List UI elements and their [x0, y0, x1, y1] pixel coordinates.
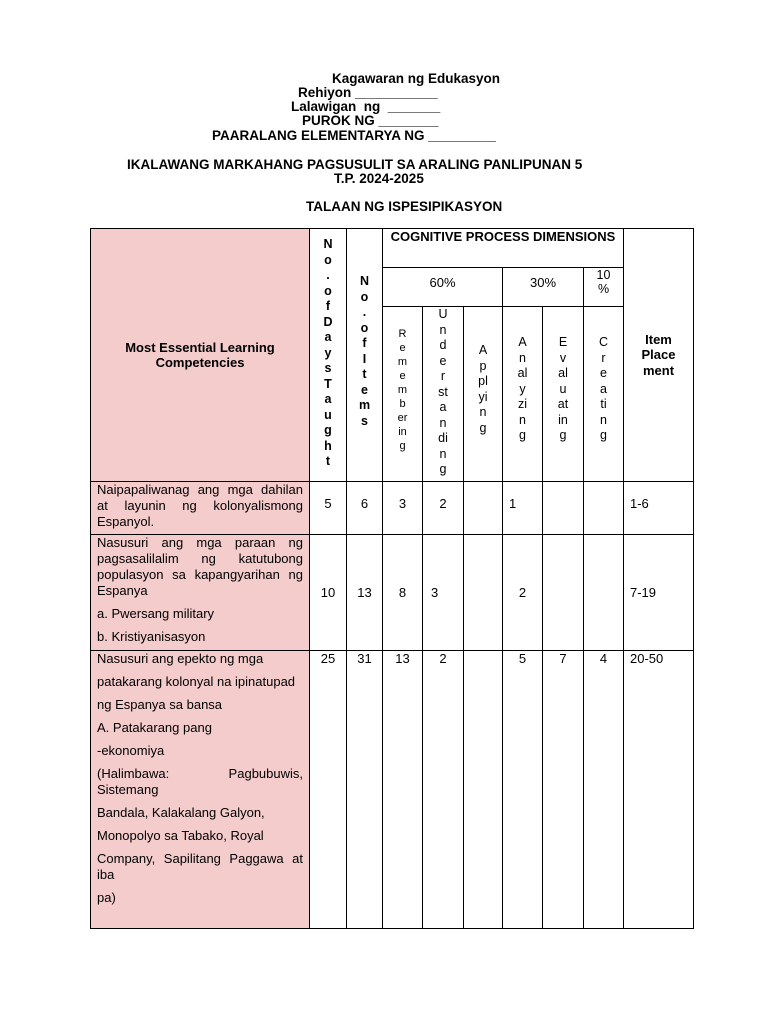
- header-creating: C r e a ti n g: [584, 307, 624, 482]
- table-row: [91, 651, 694, 929]
- remembering-cell: 8: [383, 535, 423, 651]
- evaluating-cell: 7: [543, 651, 584, 929]
- header-days-taught: N o . o f D a y s T a u g h t: [310, 229, 347, 482]
- header-10-percent: 10 %: [584, 268, 624, 307]
- placement-cell: 20-50: [624, 651, 694, 929]
- competency-cell: [91, 651, 310, 929]
- evaluating-cell: [543, 482, 584, 535]
- header-competencies-label: Most Essential Learning Competencies: [125, 340, 275, 370]
- items-cell: 6: [347, 482, 383, 535]
- header-agency: Kagawaran ng Edukasyon: [332, 71, 501, 86]
- applying-cell: [464, 482, 503, 535]
- header-region: Rehiyon ___________: [298, 85, 438, 100]
- creating-cell: 4: [584, 651, 624, 929]
- competency-line: Monopolyo sa Tabako, Royal: [97, 828, 264, 843]
- competency-line: ng Espanya sa bansa: [97, 697, 223, 712]
- remembering-cell: 3: [383, 482, 423, 535]
- items-cell: 13: [347, 535, 383, 651]
- competency-cell: [91, 482, 310, 535]
- header-no-of-items: N o . o f I t e m s: [347, 229, 383, 482]
- days-cell: 25: [310, 651, 347, 929]
- creating-cell: [584, 535, 624, 651]
- competency-line: (Halimbawa: Pagbubuwis, Sistemang: [97, 766, 303, 797]
- analyzing-cell: 2: [503, 535, 543, 651]
- competency-line: A. Patakarang pang: [97, 720, 212, 735]
- table-row: [91, 482, 694, 535]
- competency-line: Nasusuri ang epekto ng mga: [97, 651, 264, 666]
- competency-sub-a: a. Pwersang military: [97, 606, 215, 621]
- competency-text: Naipapaliwanag ang mga dahilan at layunin ng kolonyalismong Espanyol.: [97, 482, 303, 529]
- competency-sub-b: b. Kristiyanisasyon: [97, 629, 206, 644]
- competency-text: Nasusuri ang mga paraan ng pagsasalilalim ng katutubong populasyon sa kapangyarihan ng Espanya: [97, 535, 303, 598]
- competency-line: Company, Sapilitang Paggawa at iba: [97, 851, 303, 882]
- header-evaluating: E v al u at in g: [543, 307, 584, 482]
- items-cell: 31: [347, 651, 383, 929]
- understanding-cell: 2: [423, 651, 464, 929]
- header-remembering: R e m e m b er in g: [383, 307, 423, 482]
- header-applying: A p pl yi n g: [464, 307, 503, 482]
- remembering-cell: 13: [383, 651, 423, 929]
- evaluating-cell: [543, 535, 584, 651]
- exam-title: IKALAWANG MARKAHANG PAGSUSULIT SA ARALING PANLIPUNAN 5: [127, 157, 583, 172]
- header-analyzing: A n al y zi n g: [503, 307, 543, 482]
- header-province: Lalawigan ng _______: [291, 99, 441, 114]
- competency-line: -ekonomiya: [97, 743, 165, 758]
- header-30-percent: 30%: [503, 268, 584, 307]
- header-cognitive: COGNITIVE PROCESS DIMENSIONS: [383, 229, 624, 268]
- header-competencies: [91, 229, 310, 482]
- creating-cell: [584, 482, 624, 535]
- header-school: PAARALANG ELEMENTARYA NG _________: [212, 128, 496, 143]
- placement-cell: 7-19: [624, 535, 694, 651]
- header-60-percent: 60%: [383, 268, 503, 307]
- understanding-cell: 3: [423, 535, 464, 651]
- competency-line: Bandala, Kalakalang Galyon,: [97, 805, 265, 820]
- competency-line: pa): [97, 890, 116, 905]
- understanding-cell: 2: [423, 482, 464, 535]
- tos-title: TALAAN NG ISPESIPIKASYON: [306, 199, 503, 214]
- days-cell: 5: [310, 482, 347, 535]
- competency-cell: [91, 535, 310, 651]
- applying-cell: [464, 535, 503, 651]
- analyzing-cell: 1: [503, 482, 543, 535]
- table-row: [91, 535, 694, 651]
- competency-line: patakarang kolonyal na ipinatupad: [97, 674, 296, 689]
- placement-cell: 1-6: [624, 482, 694, 535]
- header-understanding: U n d e r st a n di n g: [423, 307, 464, 482]
- applying-cell: [464, 651, 503, 929]
- analyzing-cell: 5: [503, 651, 543, 929]
- tos-table: [90, 228, 694, 929]
- header-district: PUROK NG ________: [302, 113, 439, 128]
- school-year: T.P. 2024-2025: [334, 171, 424, 186]
- header-item-placement: Item Place ment: [624, 229, 694, 482]
- days-cell: 10: [310, 535, 347, 651]
